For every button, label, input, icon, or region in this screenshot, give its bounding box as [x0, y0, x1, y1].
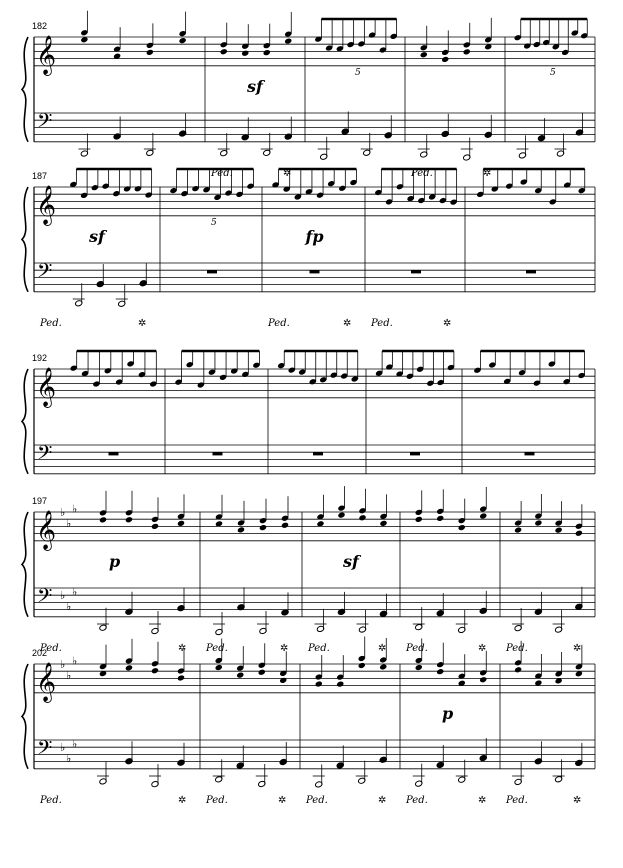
bass-staff [34, 585, 595, 617]
measure [175, 351, 261, 455]
dynamic-marking: sf [89, 226, 105, 246]
notehead [146, 49, 154, 56]
notehead [258, 669, 266, 676]
pedal-marking: Ped. [40, 642, 62, 654]
notehead [237, 526, 245, 533]
pedal-marking: Ped. [206, 794, 228, 806]
pedal-marking: Ped. [506, 794, 528, 806]
pedal-release-icon: ✲ [483, 167, 492, 179]
dynamic-marking: p [109, 551, 121, 571]
bass-clef-icon: 𝄢 [37, 259, 53, 287]
notehead [514, 666, 522, 673]
bass-clef-icon: 𝄢 [37, 584, 53, 612]
dynamic-marking: sf [343, 551, 359, 571]
key-flat-icon: ♭ [66, 516, 72, 530]
key-flat-icon: ♭ [72, 737, 78, 751]
measure-number: 202 [32, 648, 48, 658]
tuplet-number: 5 [355, 67, 361, 78]
dynamic-marking: fp [305, 226, 324, 246]
notehead [415, 664, 423, 671]
notehead [458, 524, 466, 531]
measure [213, 639, 288, 788]
notehead [215, 664, 223, 671]
pedal-marking: Ped. [306, 794, 328, 806]
key-flat-icon: ♭ [60, 658, 66, 671]
notehead [379, 520, 387, 527]
pedal-release-icon: ✲ [478, 642, 487, 654]
measure [375, 351, 455, 455]
measure [313, 636, 388, 787]
key-flat-icon: ♭ [60, 506, 66, 519]
notehead [337, 512, 345, 519]
notehead [534, 519, 542, 526]
treble-staff [34, 512, 595, 541]
measure [78, 11, 186, 157]
pedal-release-icon: ✲ [178, 642, 187, 654]
notehead [336, 681, 344, 688]
pedal-marking: Ped. [411, 167, 433, 179]
measure-number: 182 [32, 21, 48, 31]
notehead [436, 668, 444, 675]
bass-staff [34, 263, 595, 292]
notehead [151, 667, 159, 674]
notehead [179, 37, 187, 44]
key-flat-icon: ♭ [66, 752, 72, 765]
key-flat-icon: ♭ [66, 600, 72, 613]
measure [476, 169, 586, 273]
measure [97, 639, 185, 788]
whole-rest [410, 452, 420, 455]
whole-rest [525, 452, 535, 455]
notehead [99, 516, 107, 523]
notehead [415, 516, 423, 523]
pedal-release-icon: ✲ [573, 794, 582, 806]
measure [314, 19, 397, 160]
pedal-release-icon: ✲ [283, 167, 292, 179]
pedal-marking: Ped. [506, 642, 528, 654]
treble-staff [34, 664, 595, 693]
notehead [236, 672, 244, 679]
pedal-release-icon: ✲ [178, 794, 187, 806]
measure [413, 487, 488, 633]
notehead [358, 514, 366, 521]
notehead [441, 56, 449, 63]
whole-rest [207, 270, 217, 273]
grand-staff-brace [22, 369, 28, 474]
measure [514, 19, 589, 159]
whole-rest [411, 270, 421, 273]
treble-clef-icon: 𝄞 [36, 662, 57, 702]
key-flat-icon: ♭ [60, 741, 66, 755]
notehead [379, 663, 387, 670]
bass-staff [34, 737, 595, 769]
pedal-marking: Ped. [406, 794, 428, 806]
whole-rest [109, 452, 119, 455]
pedal-marking: Ped. [308, 642, 330, 654]
pedal-release-icon: ✲ [478, 794, 487, 806]
tuplet-number: 5 [211, 217, 217, 228]
notehead [514, 527, 522, 534]
measure-number: 187 [32, 171, 48, 181]
treble-clef-icon: 𝄞 [36, 185, 57, 225]
pedal-release-icon: ✲ [138, 317, 147, 329]
pedal-release-icon: ✲ [278, 794, 287, 806]
measure [277, 351, 359, 455]
grand-staff-brace [22, 37, 28, 142]
notehead [151, 523, 159, 530]
treble-clef-icon: 𝄞 [36, 510, 57, 550]
key-flat-icon: ♭ [66, 668, 72, 682]
notehead [241, 50, 249, 57]
notehead [315, 680, 323, 687]
system-5 [22, 636, 595, 805]
pedal-marking: Ped. [371, 317, 393, 329]
measure [213, 495, 289, 636]
treble-clef-icon: 𝄞 [36, 35, 57, 75]
notehead [463, 48, 471, 55]
notehead [220, 48, 228, 55]
grand-staff-brace [22, 664, 28, 769]
grand-staff-brace [22, 187, 28, 292]
measure [272, 169, 358, 273]
notehead [358, 662, 366, 669]
measure [374, 169, 457, 273]
pedal-marking: Ped. [206, 642, 228, 654]
pedal-release-icon: ✲ [343, 317, 352, 329]
bass-clef-icon: 𝄢 [37, 441, 53, 469]
notehead [125, 664, 133, 671]
pedal-release-icon: ✲ [378, 642, 387, 654]
notehead [284, 38, 292, 45]
whole-rest [310, 270, 320, 273]
system-2 [22, 169, 595, 329]
notehead [281, 522, 289, 529]
key-flat-icon: ♭ [72, 654, 78, 668]
measure-number: 197 [32, 496, 48, 506]
notehead [177, 674, 185, 681]
notehead [263, 49, 271, 56]
pedal-release-icon: ✲ [378, 794, 387, 806]
notehead [479, 512, 487, 519]
pedal-marking: Ped. [40, 794, 62, 806]
notehead [555, 527, 563, 534]
whole-rest [213, 452, 223, 455]
measure [418, 18, 493, 161]
measure [512, 494, 583, 633]
notehead [259, 524, 267, 531]
whole-rest [313, 452, 323, 455]
measure [512, 641, 583, 786]
notehead [125, 516, 133, 523]
grand-staff-brace [22, 512, 28, 617]
bass-staff [34, 445, 595, 474]
pedal-marking: Ped. [406, 642, 428, 654]
pedal-release-icon: ✲ [443, 317, 452, 329]
key-flat-icon: ♭ [60, 589, 66, 603]
measure [69, 169, 152, 307]
dynamic-marking: p [442, 703, 454, 723]
system-1 [22, 11, 595, 179]
pedal-release-icon: ✲ [573, 642, 582, 654]
measure [70, 351, 158, 455]
pedal-release-icon: ✲ [280, 642, 289, 654]
bass-clef-icon: 𝄢 [37, 109, 53, 137]
system-4 [22, 486, 595, 654]
notehead [436, 515, 444, 522]
pedal-marking: Ped. [211, 167, 233, 179]
tuplet-number: 5 [550, 67, 556, 78]
notehead [479, 676, 487, 683]
whole-rest [526, 270, 536, 273]
measure-number: 192 [32, 353, 48, 363]
pedal-marking: Ped. [40, 317, 62, 329]
key-flat-icon: ♭ [72, 502, 78, 516]
notehead [279, 677, 287, 684]
bass-clef-icon: 𝄢 [37, 736, 53, 764]
dynamic-marking: sf [247, 76, 263, 96]
notehead [420, 51, 428, 58]
notehead [177, 520, 185, 527]
measure [473, 351, 585, 455]
pedal-marking: Ped. [268, 317, 290, 329]
key-flat-icon: ♭ [72, 585, 78, 599]
treble-clef-icon: 𝄞 [36, 367, 57, 407]
notehead [575, 530, 583, 537]
system-3 [22, 351, 595, 474]
